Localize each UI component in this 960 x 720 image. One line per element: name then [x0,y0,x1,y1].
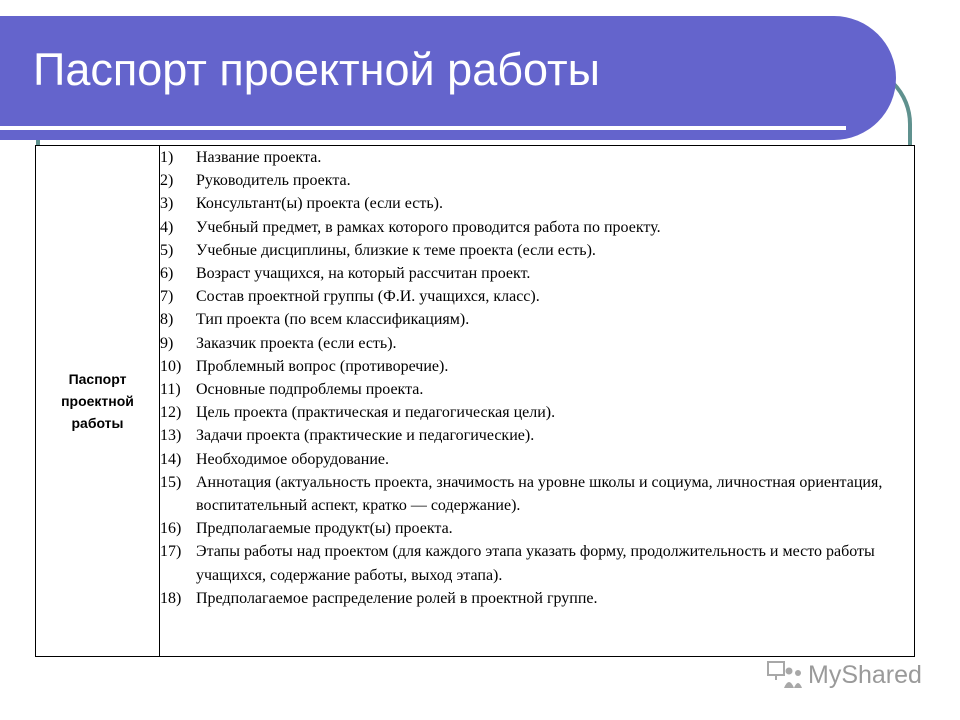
list-item [160,448,914,471]
item-text: Состав проектной группы (Ф.И. учащихся, класс). [196,288,540,306]
list-item [160,146,914,169]
title-underline [0,126,846,130]
item-number: 14) [160,450,182,468]
item-text: Консультант(ы) проекта (если есть). [196,195,443,213]
item-text: Тип проекта (по всем классификациям). [196,311,470,329]
item-text: Этапы работы над проектом (для каждого этапа указать форму, продолжительность и место работы учащихся, содержание работы, выход этапа). [196,543,875,584]
table-row [36,146,915,657]
list-item [160,308,914,331]
list-item [160,378,914,401]
item-text: Основные подпроблемы проекта. [196,381,424,399]
list-item [160,355,914,378]
list-item [160,517,914,540]
item-text: Возраст учащихся, на который рассчитан проект. [196,265,531,283]
item-number: 2) [160,172,174,190]
item-number: 12) [160,404,182,422]
item-text: Предполагаемое распределение ролей в проектной группе. [196,589,598,607]
list-item [160,587,914,610]
slide-title: Паспорт проектной работы [33,44,601,95]
list-item [160,401,914,424]
list-item [160,262,914,285]
list-item [160,424,914,447]
item-number: 10) [160,357,182,375]
item-text: Учебные дисциплины, близкие к теме проекта (если есть). [196,241,596,259]
item-number: 17) [160,543,182,561]
item-text: Учебный предмет, в рамках которого проводится работа по проекту. [196,218,661,236]
item-number: 18) [160,589,182,607]
item-number: 6) [160,265,174,283]
list-item [160,192,914,215]
item-text: Проблемный вопрос (противоречие). [196,357,449,375]
watermark-logo [766,660,926,690]
passport-items-list [160,146,914,610]
label-cell [36,146,160,657]
list-item [160,540,914,586]
item-text: Аннотация (актуальность проекта, значимость на уровне школы и социума, личностная ориентация, воспитательный аспект, кратко — содержание). [196,473,883,515]
item-number: 9) [160,334,174,352]
item-text: Необходимое оборудование. [196,450,389,468]
list-item [160,471,914,517]
item-number: 3) [160,195,174,213]
item-number: 4) [160,218,174,236]
list-item [160,332,914,355]
item-text: Руководитель проекта. [196,172,351,190]
item-text: Предполагаемые продукт(ы) проекта. [196,520,453,538]
item-number: 16) [160,520,182,538]
item-text: Задачи проекта (практические и педагогические). [196,427,535,445]
passport-label: Паспорт проектной работы [61,371,134,431]
list-item [160,216,914,239]
list-item [160,239,914,262]
item-number: 15) [160,473,182,491]
presentation-people-icon [766,660,804,690]
item-number: 7) [160,288,174,306]
list-item [160,169,914,192]
item-number: 5) [160,241,174,259]
item-text: Заказчик проекта (если есть). [196,334,397,352]
list-cell [160,146,915,657]
list-item [160,285,914,308]
item-number: 1) [160,149,174,166]
passport-table [35,145,915,657]
item-number: 11) [160,381,181,399]
item-number: 13) [160,427,182,445]
item-text: Цель проекта (практическая и педагогическая цели). [196,404,556,422]
item-number: 8) [160,311,174,329]
item-text: Название проекта. [196,149,322,166]
watermark-text: MyShared [808,661,922,689]
